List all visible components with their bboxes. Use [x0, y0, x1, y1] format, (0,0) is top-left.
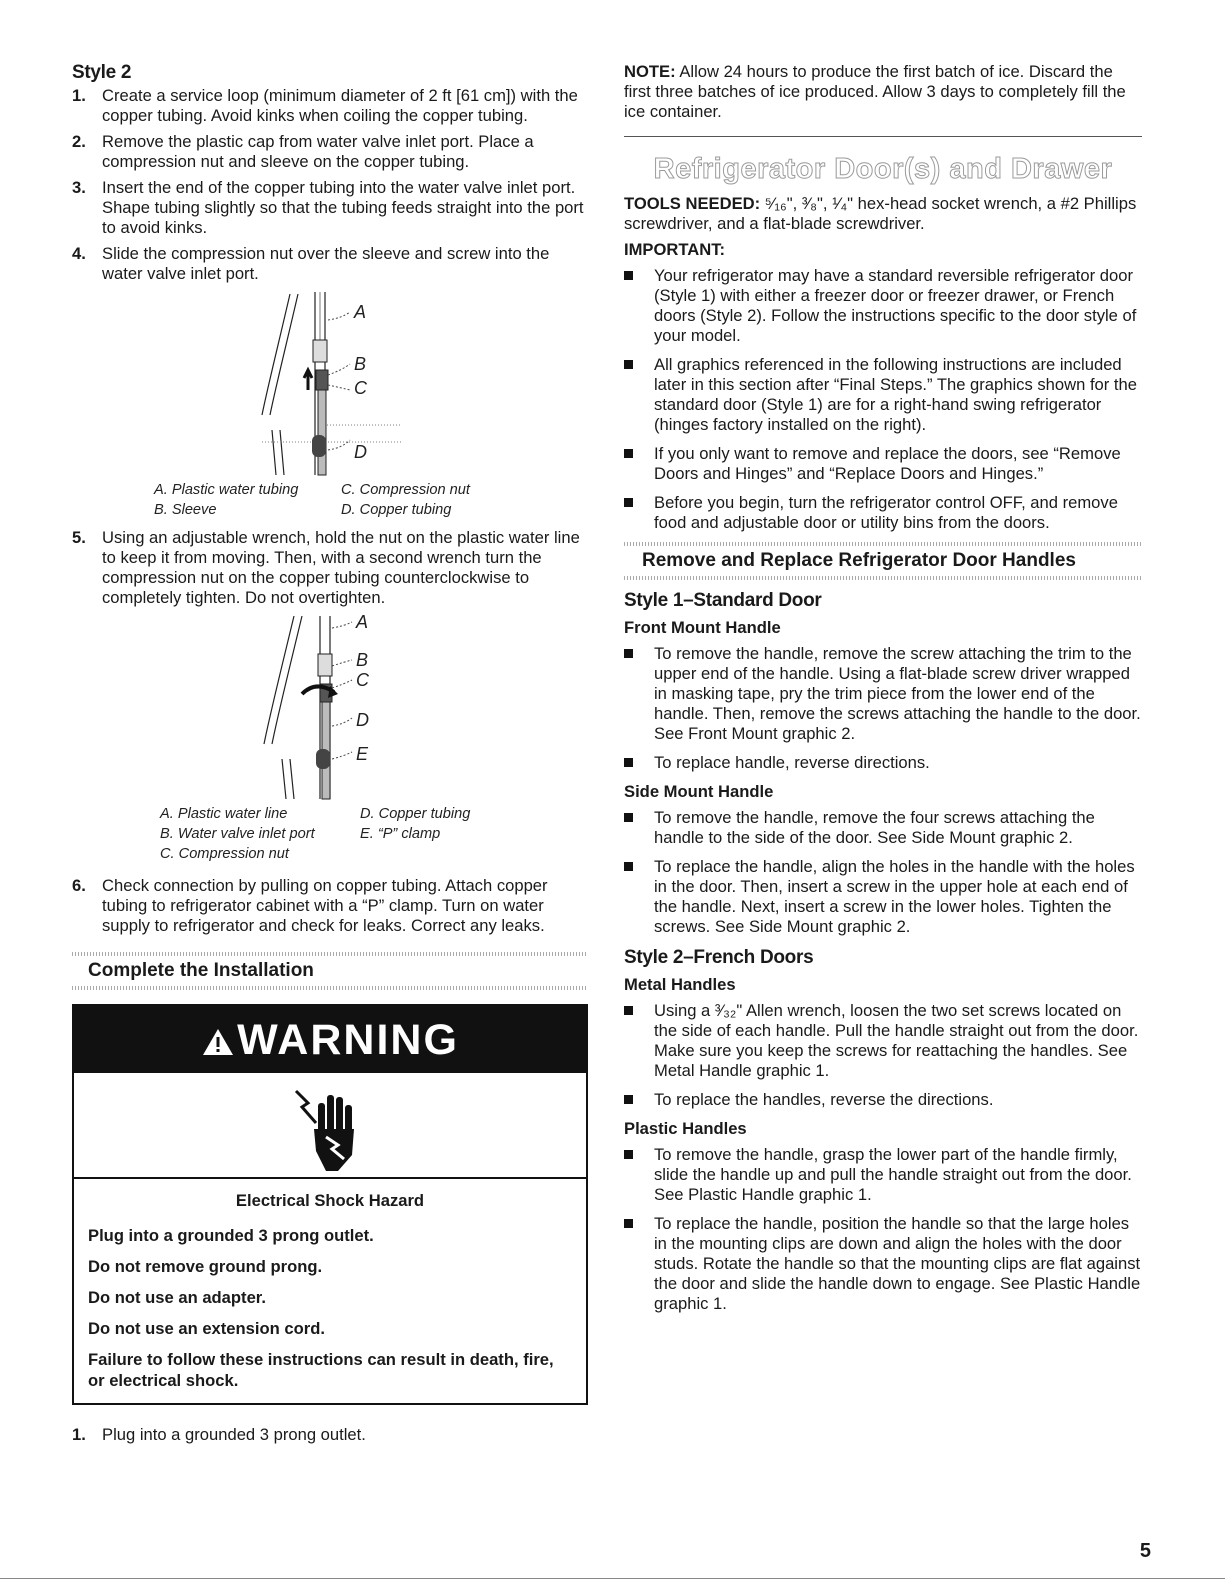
- step-number: 6.: [72, 876, 86, 895]
- right-column: [624, 62, 1142, 1323]
- note-label: NOTE:: [624, 62, 676, 81]
- warning-icon-area: [74, 1073, 586, 1179]
- bullet-square-icon: [624, 758, 633, 767]
- steps-list-c: [72, 876, 588, 936]
- legend-col1: [160, 804, 360, 864]
- steps-list-a: [72, 86, 588, 284]
- bullet-text: Before you begin, turn the refrigerator control OFF, and remove food and adjustable door or utility bins from the doors.: [654, 493, 1118, 532]
- metal-handles-item: [624, 1090, 1142, 1110]
- legend-col1: [154, 480, 341, 520]
- legend-item: E. “P” clamp: [360, 826, 441, 842]
- front-mount-title: Front Mount Handle: [624, 618, 781, 637]
- style2-title: Style 2: [72, 62, 132, 83]
- important-label: IMPORTANT:: [624, 240, 726, 259]
- legend-item: D. Copper tubing: [360, 806, 471, 822]
- side-mount-title: Side Mount Handle: [624, 782, 774, 801]
- label-b: B: [354, 354, 367, 374]
- note-paragraph: [624, 62, 1142, 137]
- step-text: Create a service loop (minimum diameter of 2 ft [61 cm]) with the copper tubing. Avoid kinks when coiling the copper tubing.: [102, 86, 578, 125]
- step-text: Insert the end of the copper tubing into the water valve inlet port. Shape tubing slightly so that the tubing feeds straight into the port to avoid kinks.: [102, 178, 584, 237]
- step-text: Remove the plastic cap from water valve inlet port. Place a compression nut and sleeve on the copper tubing.: [102, 132, 534, 171]
- steps-list-final: [72, 1425, 588, 1445]
- important-list: [624, 266, 1142, 533]
- style1-title: Style 1–Standard Door: [624, 590, 822, 611]
- plastic-handles-item: [624, 1214, 1142, 1314]
- legend-col2: [341, 480, 470, 520]
- legend-item: A. Plastic water tubing: [154, 482, 299, 498]
- legend-item: D. Copper tubing: [341, 502, 452, 518]
- legend-item: A. Plastic water line: [160, 806, 288, 822]
- step-3: [72, 178, 588, 238]
- warning-line: Do not use an extension cord.: [88, 1319, 325, 1338]
- bullet-square-icon: [624, 862, 633, 871]
- step-number: 3.: [72, 178, 86, 197]
- bullet-text: To replace the handles, reverse the directions.: [654, 1090, 994, 1109]
- bullet-text: Using a ³⁄₃₂" Allen wrench, loosen the two set screws located on the side of each handle. Pull the handle straight out from the door. Make sure you keep the screws for reattaching the handles. See Metal Handle graphic 1.: [654, 1001, 1139, 1080]
- electric-shock-hand-icon: [292, 1085, 368, 1173]
- tubing-diagram: [72, 290, 588, 480]
- front-mount-item: [624, 644, 1142, 744]
- bullet-text: To remove the handle, grasp the lower part of the handle firmly, slide the handle up and pull the handle straight out from the door. See Plastic Handle graphic 1.: [654, 1145, 1132, 1204]
- important-item: [624, 444, 1142, 484]
- side-mount-item: [624, 857, 1142, 937]
- step-number: 1.: [72, 86, 86, 105]
- step-2: [72, 132, 588, 172]
- bullet-square-icon: [624, 1006, 633, 1015]
- front-mount-list: [624, 644, 1142, 773]
- plastic-handles-list: [624, 1145, 1142, 1314]
- figure-tightening: [72, 614, 588, 864]
- label-c: C: [354, 378, 367, 398]
- step-text: Plug into a grounded 3 prong outlet.: [102, 1425, 366, 1444]
- bullet-square-icon: [624, 1095, 633, 1104]
- label-b: B: [356, 650, 369, 670]
- step-number: 1.: [72, 1425, 86, 1444]
- step-1: [72, 86, 588, 126]
- bullet-text: If you only want to remove and replace the doors, see “Remove Doors and Hinges” and “Replace Doors and Hinges.”: [654, 444, 1121, 483]
- bullet-square-icon: [624, 813, 633, 822]
- bullet-square-icon: [624, 1219, 633, 1228]
- important-item: [624, 266, 1142, 346]
- step-number: 4.: [72, 244, 86, 263]
- warning-line: Plug into a grounded 3 prong outlet.: [88, 1226, 374, 1245]
- side-mount-list: [624, 808, 1142, 937]
- label-a: A: [356, 614, 369, 632]
- bullet-text: To replace handle, reverse directions.: [654, 753, 930, 772]
- step-text: Slide the compression nut over the sleeve and screw into the water valve inlet port.: [102, 244, 550, 283]
- bullet-square-icon: [624, 449, 633, 458]
- hazard-title: Electrical Shock Hazard: [235, 1191, 425, 1210]
- note-text: Allow 24 hours to produce the first batch of ice. Discard the first three batches of ice produced. Allow 3 days to completely fill the ice container.: [624, 62, 1126, 121]
- door-drawer-section-title: Refrigerator Door(s) and Drawer: [653, 153, 1113, 185]
- bullet-text: All graphics referenced in the following instructions are included later in this section after “Final Steps.” The graphics shown for the standard door (Style 1) are for a right-hand swing refrigerator (hinges factory installed on the right).: [654, 355, 1137, 434]
- warning-header: [74, 1006, 586, 1073]
- step-4: [72, 244, 588, 284]
- plastic-handles-item: [624, 1145, 1142, 1205]
- figure1-legend: [72, 480, 588, 520]
- bullet-square-icon: [624, 649, 633, 658]
- label-e: E: [356, 744, 369, 764]
- legend-item: B. Sleeve: [154, 502, 217, 518]
- figure2-legend: [72, 804, 588, 864]
- step-6: [72, 876, 588, 936]
- bullet-square-icon: [624, 360, 633, 369]
- legend-item: B. Water valve inlet port: [160, 826, 315, 842]
- tools-needed: [624, 194, 1142, 234]
- warning-line: Failure to follow these instructions can result in death, fire, or electrical shock.: [88, 1350, 554, 1390]
- label-a: A: [354, 302, 367, 322]
- bullet-text: To replace the handle, position the handle so that the large holes in the mounting clips are down and align the holes with the door studs. Rotate the handle so that the mounting clips are flat against the door and slide the handle down to engage. See Plastic Handle graphic 1.: [654, 1214, 1141, 1313]
- label-d: D: [356, 710, 369, 730]
- page-number: 5: [1139, 1540, 1151, 1562]
- step-5: [72, 528, 588, 608]
- front-mount-item: [624, 753, 1142, 773]
- steps-list-b: [72, 528, 588, 608]
- figure-tubing-connection: [72, 290, 588, 520]
- metal-handles-item: [624, 1001, 1142, 1081]
- final-step-1: [72, 1425, 588, 1445]
- label-c: C: [356, 670, 369, 690]
- step-number: 2.: [72, 132, 86, 151]
- label-d: D: [354, 442, 367, 462]
- alert-triangle-icon: [201, 1027, 235, 1057]
- tools-text: ⁵⁄₁₆", ³⁄₈", ¹⁄₄" hex-head socket wrench, a #2 Phillips screwdriver, and a flat-blade screwdriver.: [624, 194, 1137, 233]
- step-text: Check connection by pulling on copper tubing. Attach copper tubing to refrigerator cabinet with a “P” clamp. Turn on water supply to refrigerator and check for leaks. Correct any leaks.: [102, 876, 548, 935]
- step-number: 5.: [72, 528, 86, 547]
- left-column: [72, 62, 588, 1451]
- warning-line: Do not remove ground prong.: [88, 1257, 323, 1276]
- step-text: Using an adjustable wrench, hold the nut on the plastic water line to keep it from moving. Then, with a second wrench turn the compression nut on the copper tubing counterclockwise to completely tighten. Do not overtighten.: [102, 528, 580, 607]
- metal-handles-title: Metal Handles: [624, 975, 736, 994]
- complete-installation-title: Complete the Installation: [72, 952, 588, 990]
- warning-line: Do not use an adapter.: [88, 1288, 266, 1307]
- important-item: [624, 355, 1142, 435]
- style2-french-title: Style 2–French Doors: [624, 947, 814, 968]
- plastic-handles-title: Plastic Handles: [624, 1119, 747, 1138]
- door-handles-title: Remove and Replace Refrigerator Door Handles: [624, 542, 1142, 580]
- legend-item: C. Compression nut: [341, 482, 470, 498]
- metal-handles-list: [624, 1001, 1142, 1110]
- legend-item: C. Compression nut: [160, 846, 289, 862]
- side-mount-item: [624, 808, 1142, 848]
- warning-box: [72, 1004, 588, 1405]
- bullet-square-icon: [624, 271, 633, 280]
- bullet-text: To remove the handle, remove the screw attaching the trim to the upper end of the handle. Using a flat-blade screw driver wrapped in masking tape, pry the trim piece from the lower end of the handle. Then, remove the screws attaching the handle to the door. See Front Mount graphic 2.: [654, 644, 1141, 743]
- bullet-text: To remove the handle, remove the four screws attaching the handle to the side of the door. See Side Mount graphic 2.: [654, 808, 1095, 847]
- bullet-text: Your refrigerator may have a standard reversible refrigerator door (Style 1) with either a freezer door or freezer drawer, or French doors (Style 2). Follow the instructions specific to the door style of your model.: [654, 266, 1137, 345]
- warning-label: WARNING: [237, 1016, 459, 1064]
- bullet-square-icon: [624, 1150, 633, 1159]
- bullet-text: To replace the handle, align the holes in the handle with the holes in the door. Then, insert a screw in the upper hole at each end of the handle. Next, insert a screw in the lower holes. Tighten the screws. See Side Mount graphic 2.: [654, 857, 1135, 936]
- tools-label: TOOLS NEEDED:: [624, 194, 761, 213]
- bullet-square-icon: [624, 498, 633, 507]
- tightening-diagram: [72, 614, 588, 804]
- legend-col2: [360, 804, 470, 864]
- warning-body: [74, 1179, 586, 1403]
- bottom-rule: [0, 1578, 1225, 1579]
- important-item: [624, 493, 1142, 533]
